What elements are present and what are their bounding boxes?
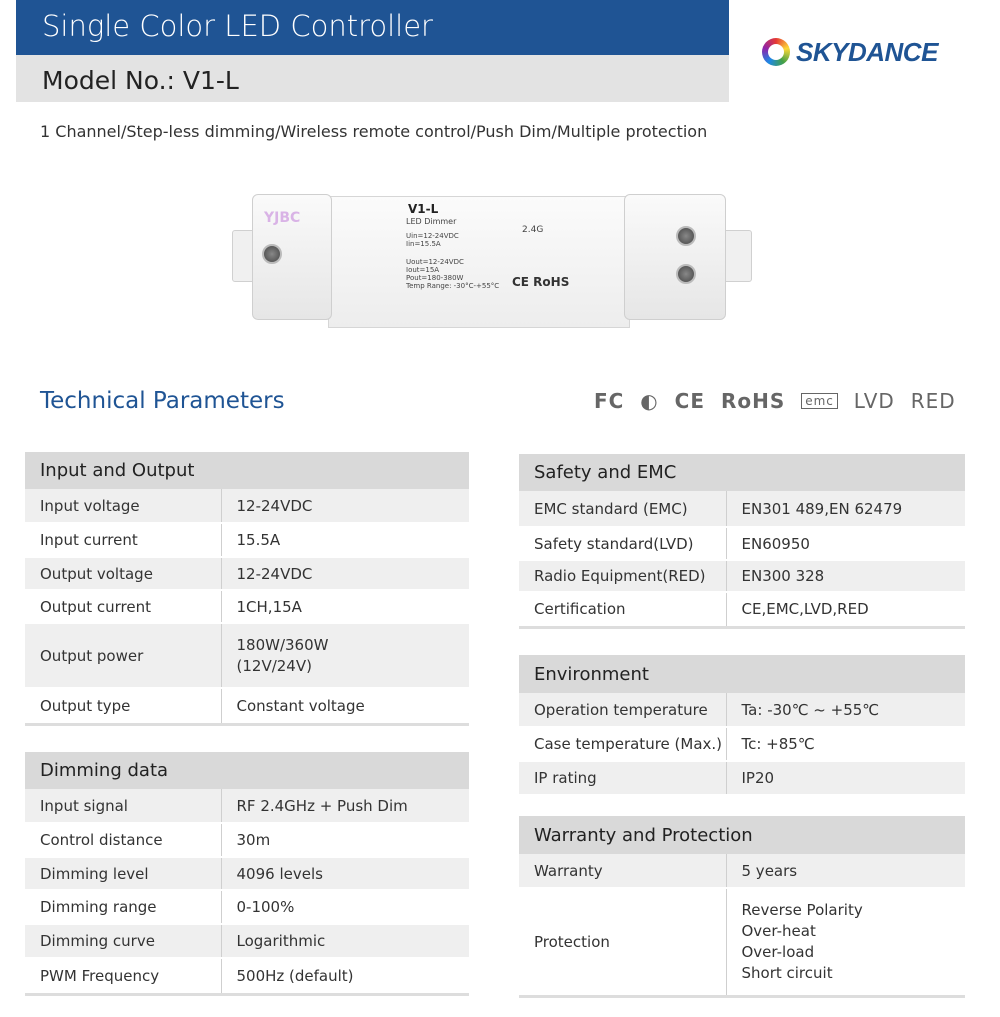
param-value: 12-24VDC [221,489,469,523]
ce-icon: CE [674,389,706,413]
screw-icon [262,244,282,264]
param-value-line: Over-load [741,942,815,961]
param-name: Safety standard(LVD) [519,527,726,560]
param-name: Dimming level [25,857,221,890]
param-name: Output power [25,623,221,688]
param-name: PWM Frequency [25,958,221,994]
table-warranty-protection [519,816,965,998]
param-value: 12-24VDC [221,557,469,590]
param-value: RF 2.4GHz + Push Dim [221,789,469,823]
param-name: Output type [25,688,221,724]
param-value: 1CH,15A [221,590,469,623]
device-marks: CE RoHS [512,275,570,289]
lvd-icon: LVD [853,389,895,413]
param-value: EN60950 [726,527,965,560]
param-value: Logarithmic [221,924,469,958]
param-value: Ta: -30℃ ~ +55℃ [726,693,965,727]
param-name: Input signal [25,789,221,823]
model-number: Model No.: V1-L [16,55,729,102]
screw-icon [676,226,696,246]
param-value: 0-100% [221,890,469,924]
table-safety-emc [519,454,965,629]
device-freq: 2.4G [522,225,544,235]
param-value: 30m [221,823,469,857]
brand-name: SKYDANCE [796,36,938,67]
param-name: Dimming curve [25,924,221,958]
param-value: EN300 328 [726,560,965,592]
device-spec-out: Uout=12-24VDC Iout=15A Pout=180-380W Temp Range: -30°C-+55°C [406,258,500,290]
param-name: Output current [25,590,221,623]
device-subtitle: LED Dimmer [406,217,457,226]
param-value: Constant voltage [221,688,469,724]
param-value-line: Short circuit [741,963,833,982]
param-value [726,888,965,996]
rohs-icon: RoHS [720,389,786,413]
feature-line: 1 Channel/Step-less dimming/Wireless remote control/Push Dim/Multiple protection [40,122,708,141]
device-model: V1-L [408,202,439,216]
param-name: Warranty [519,854,726,888]
param-name: Output voltage [25,557,221,590]
table-header: Dimming data [25,752,469,789]
screw-icon [676,264,696,284]
red-icon: RED [910,389,956,413]
section-title: Technical Parameters [40,388,285,414]
param-name: Certification [519,592,726,627]
param-value-line: (12V/24V) [236,656,312,675]
param-value: CE,EMC,LVD,RED [726,592,965,627]
emc-icon: emc [801,393,838,409]
device-cap-right [624,194,726,320]
param-value: Tc: +85℃ [726,727,965,761]
table-dimming [25,752,469,996]
param-name: Input current [25,523,221,557]
table-environment [519,655,965,796]
param-value: 4096 levels [221,857,469,890]
param-name: IP rating [519,761,726,795]
param-name: Protection [519,888,726,996]
param-name: Dimming range [25,890,221,924]
param-value [221,623,469,688]
param-name: EMC standard (EMC) [519,491,726,527]
page-title: Single Color LED Controller [16,0,729,55]
param-value: IP20 [726,761,965,795]
brand-ring-icon [762,38,790,66]
param-value: 500Hz (default) [221,958,469,994]
product-image [232,190,752,340]
watermark: YJBC [264,210,301,226]
table-input-output [25,452,469,726]
brand-logo [762,34,938,70]
param-name: Input voltage [25,489,221,523]
param-value-line: 180W/360W [236,635,329,654]
cert-mark-icon: ◐ [632,389,667,413]
param-value: 5 years [726,854,965,888]
param-name: Operation temperature [519,693,726,727]
param-name: Case temperature (Max.) [519,727,726,761]
table-header: Environment [519,655,965,693]
table-header: Warranty and Protection [519,816,965,854]
param-value-line: Reverse Polarity [741,900,863,919]
param-value-line: Over-heat [741,921,816,940]
fcc-icon: FC [594,389,625,413]
param-value: 15.5A [221,523,469,557]
table-header: Input and Output [25,452,469,489]
table-header: Safety and EMC [519,454,965,491]
param-value: EN301 489,EN 62479 [726,491,965,527]
param-name: Radio Equipment(RED) [519,560,726,592]
param-name: Control distance [25,823,221,857]
certification-logos [594,389,956,413]
device-spec-in: Uin=12-24VDC Iin=15.5A [406,232,459,248]
